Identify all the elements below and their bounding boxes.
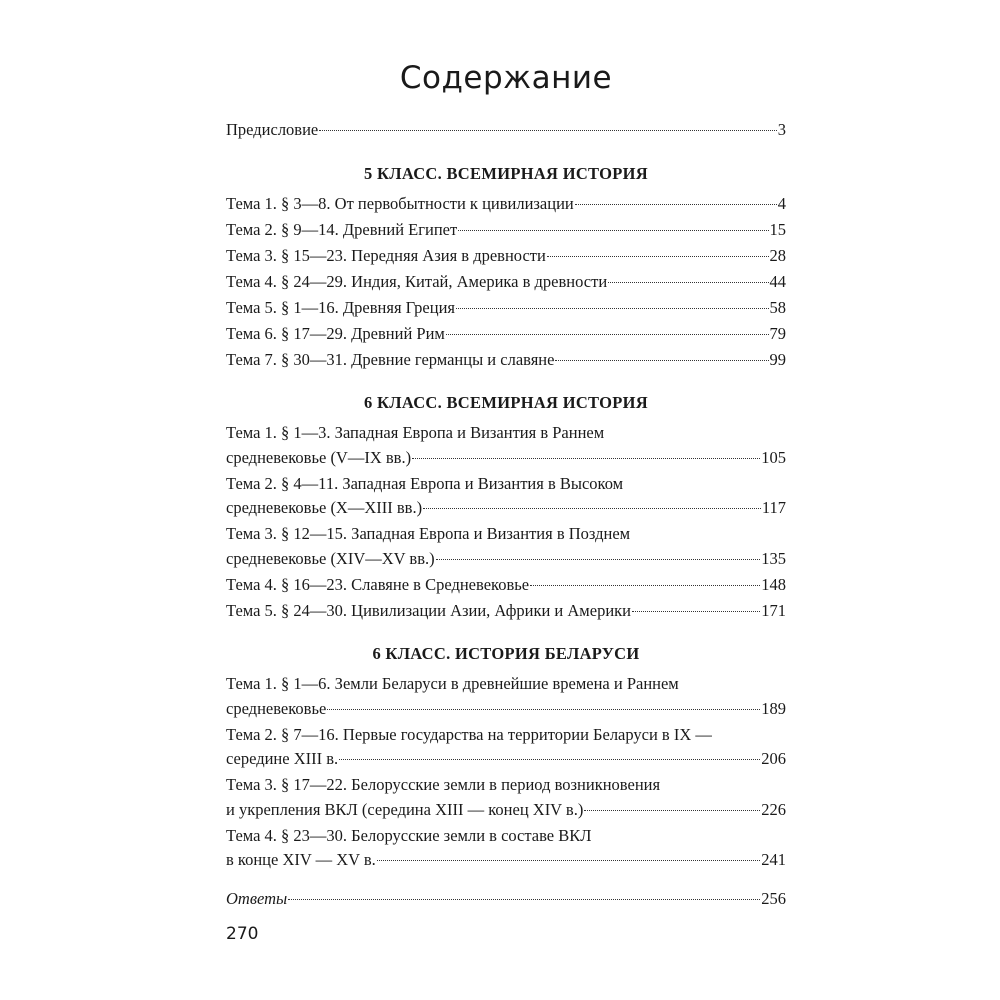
- entry-label: в конце XIV — XV в.: [226, 850, 376, 869]
- entry-label-line1: Тема 4. § 23—30. Белорусские земли в составе ВКЛ: [226, 825, 592, 845]
- entry-page: 256: [761, 888, 786, 908]
- page-title: Содержание: [399, 60, 613, 96]
- entry-label: Предисловие: [226, 120, 319, 139]
- entry-page: 117: [761, 498, 786, 517]
- entry-page: 99: [769, 349, 786, 369]
- toc-entry[interactable]: [226, 472, 786, 521]
- toc-entry[interactable]: [226, 296, 786, 321]
- toc-entry[interactable]: [226, 723, 786, 772]
- entry-leader-line: [226, 747, 786, 772]
- entry-label: средневековье (V—IX вв.): [226, 447, 412, 467]
- toc-entry[interactable]: [226, 322, 786, 347]
- dot-leader: [339, 759, 760, 760]
- entry-page: 79: [769, 323, 786, 343]
- entry-leader-line: [226, 496, 786, 521]
- entry-label: Тема 5. § 24—30. Цивилизации Азии, Африки и Америки: [226, 600, 631, 620]
- entry-label-line1: Тема 1. § 1—3. Западная Европа и Византия в Раннем: [226, 423, 605, 442]
- dot-leader: [547, 256, 769, 257]
- dot-leader: [632, 611, 760, 612]
- toc-entry[interactable]: [226, 192, 786, 217]
- dot-leader: [584, 810, 760, 811]
- entry-page: 44: [769, 271, 786, 291]
- entry-label-line1: Тема 2. § 7—16. Первые государства на территории Беларуси в IX —: [226, 724, 712, 744]
- toc-entry[interactable]: [226, 348, 786, 373]
- entry-label-line1: Тема 1. § 1—6. Земли Беларуси в древнейшие времена и Раннем: [226, 674, 679, 693]
- toc-entry[interactable]: [226, 573, 786, 598]
- entry-page: 3: [777, 120, 786, 139]
- dot-leader: [288, 899, 760, 900]
- section-heading: 6 КЛАСС. ВСЕМИРНАЯ ИСТОРИЯ: [363, 393, 648, 412]
- entry-page: 171: [761, 600, 786, 620]
- entry-leader-line: [226, 798, 786, 823]
- dot-leader: [608, 282, 768, 283]
- dot-leader: [377, 860, 760, 861]
- entry-label-line1: Тема 3. § 17—22. Белорусские земли в период возникновения: [226, 775, 661, 794]
- entry-leader-line: [226, 348, 786, 373]
- entry-label: Ответы: [226, 888, 288, 908]
- entry-label: середине XIII в.: [226, 749, 339, 768]
- dot-leader: [423, 508, 761, 509]
- entry-label: и укрепления ВКЛ (середина XIII — конец XIV в.): [226, 799, 584, 819]
- entry-page: 148: [761, 574, 786, 594]
- entry-leader-line: [226, 446, 786, 471]
- toc-entry[interactable]: [226, 824, 786, 873]
- entry-page: 15: [769, 219, 786, 239]
- toc-entry[interactable]: [226, 421, 786, 470]
- dot-leader: [327, 709, 760, 710]
- entry-label: Тема 4. § 24—29. Индия, Китай, Америка в древности: [226, 271, 608, 291]
- toc-entry[interactable]: [226, 672, 786, 721]
- entry-label: средневековье: [226, 698, 327, 718]
- entry-label: Тема 4. § 16—23. Славяне в Средневековье: [226, 574, 530, 594]
- entry-leader-line: [226, 322, 786, 347]
- table-of-contents: [226, 58, 786, 911]
- dot-leader: [555, 360, 768, 361]
- entry-leader-line: [226, 573, 786, 598]
- entry-page: 105: [761, 447, 786, 467]
- entry-label: Тема 2. § 9—14. Древний Египет: [226, 219, 458, 239]
- dot-leader: [319, 130, 777, 131]
- entry-leader-line: [226, 192, 786, 217]
- toc-sections: [226, 163, 786, 873]
- entry-leader-line: [226, 244, 786, 269]
- entry-label-line1: Тема 2. § 4—11. Западная Европа и Византия в Высоком: [226, 473, 624, 493]
- dot-leader: [575, 204, 777, 205]
- toc-entry[interactable]: [226, 773, 786, 822]
- entry-page: 135: [761, 548, 786, 568]
- toc-entry[interactable]: [226, 599, 786, 624]
- toc-entry[interactable]: [226, 270, 786, 295]
- dot-leader: [456, 308, 768, 309]
- entry-label: средневековье (X—XIII вв.): [226, 498, 423, 517]
- entry-page: 28: [769, 245, 786, 265]
- entry-leader-line: [226, 697, 786, 722]
- entry-leader-line: [226, 218, 786, 243]
- section-heading: 5 КЛАСС. ВСЕМИРНАЯ ИСТОРИЯ: [363, 163, 648, 183]
- entry-page: 4: [777, 193, 786, 213]
- entry-page: 206: [761, 749, 786, 768]
- page-number: 270: [226, 924, 259, 944]
- dot-leader: [458, 230, 768, 231]
- toc-entry-preface[interactable]: [226, 118, 786, 143]
- section-heading: 6 КЛАСС. ИСТОРИЯ БЕЛАРУСИ: [372, 644, 640, 663]
- entry-label: Тема 6. § 17—29. Древний Рим: [226, 323, 445, 343]
- toc-entry[interactable]: [226, 218, 786, 243]
- dot-leader: [412, 458, 760, 459]
- entry-page: 58: [769, 297, 786, 317]
- dot-leader: [446, 334, 769, 335]
- toc-entry[interactable]: [226, 244, 786, 269]
- entry-label: Тема 3. § 15—23. Передняя Азия в древности: [226, 245, 546, 265]
- entry-page: 226: [761, 799, 786, 819]
- toc-entry-answers[interactable]: [226, 887, 786, 912]
- entry-label: Тема 1. § 3—8. От первобытности к цивилизации: [226, 193, 574, 213]
- entry-leader-line: [226, 599, 786, 624]
- entry-leader-line: [226, 296, 786, 321]
- entry-label: Тема 7. § 30—31. Древние германцы и славяне: [226, 349, 555, 369]
- entry-label-line1: Тема 3. § 12—15. Западная Европа и Византия в Позднем: [226, 524, 631, 543]
- entry-label: Тема 5. § 1—16. Древняя Греция: [226, 297, 456, 317]
- entry-page: 189: [761, 698, 786, 718]
- entry-leader-line: [226, 547, 786, 572]
- entry-page: 241: [761, 850, 786, 869]
- dot-leader: [530, 585, 760, 586]
- dot-leader: [436, 559, 761, 560]
- toc-entry[interactable]: [226, 522, 786, 571]
- entry-leader-line: [226, 270, 786, 295]
- entry-label: средневековье (XIV—XV вв.): [226, 548, 435, 568]
- entry-leader-line: [226, 848, 786, 873]
